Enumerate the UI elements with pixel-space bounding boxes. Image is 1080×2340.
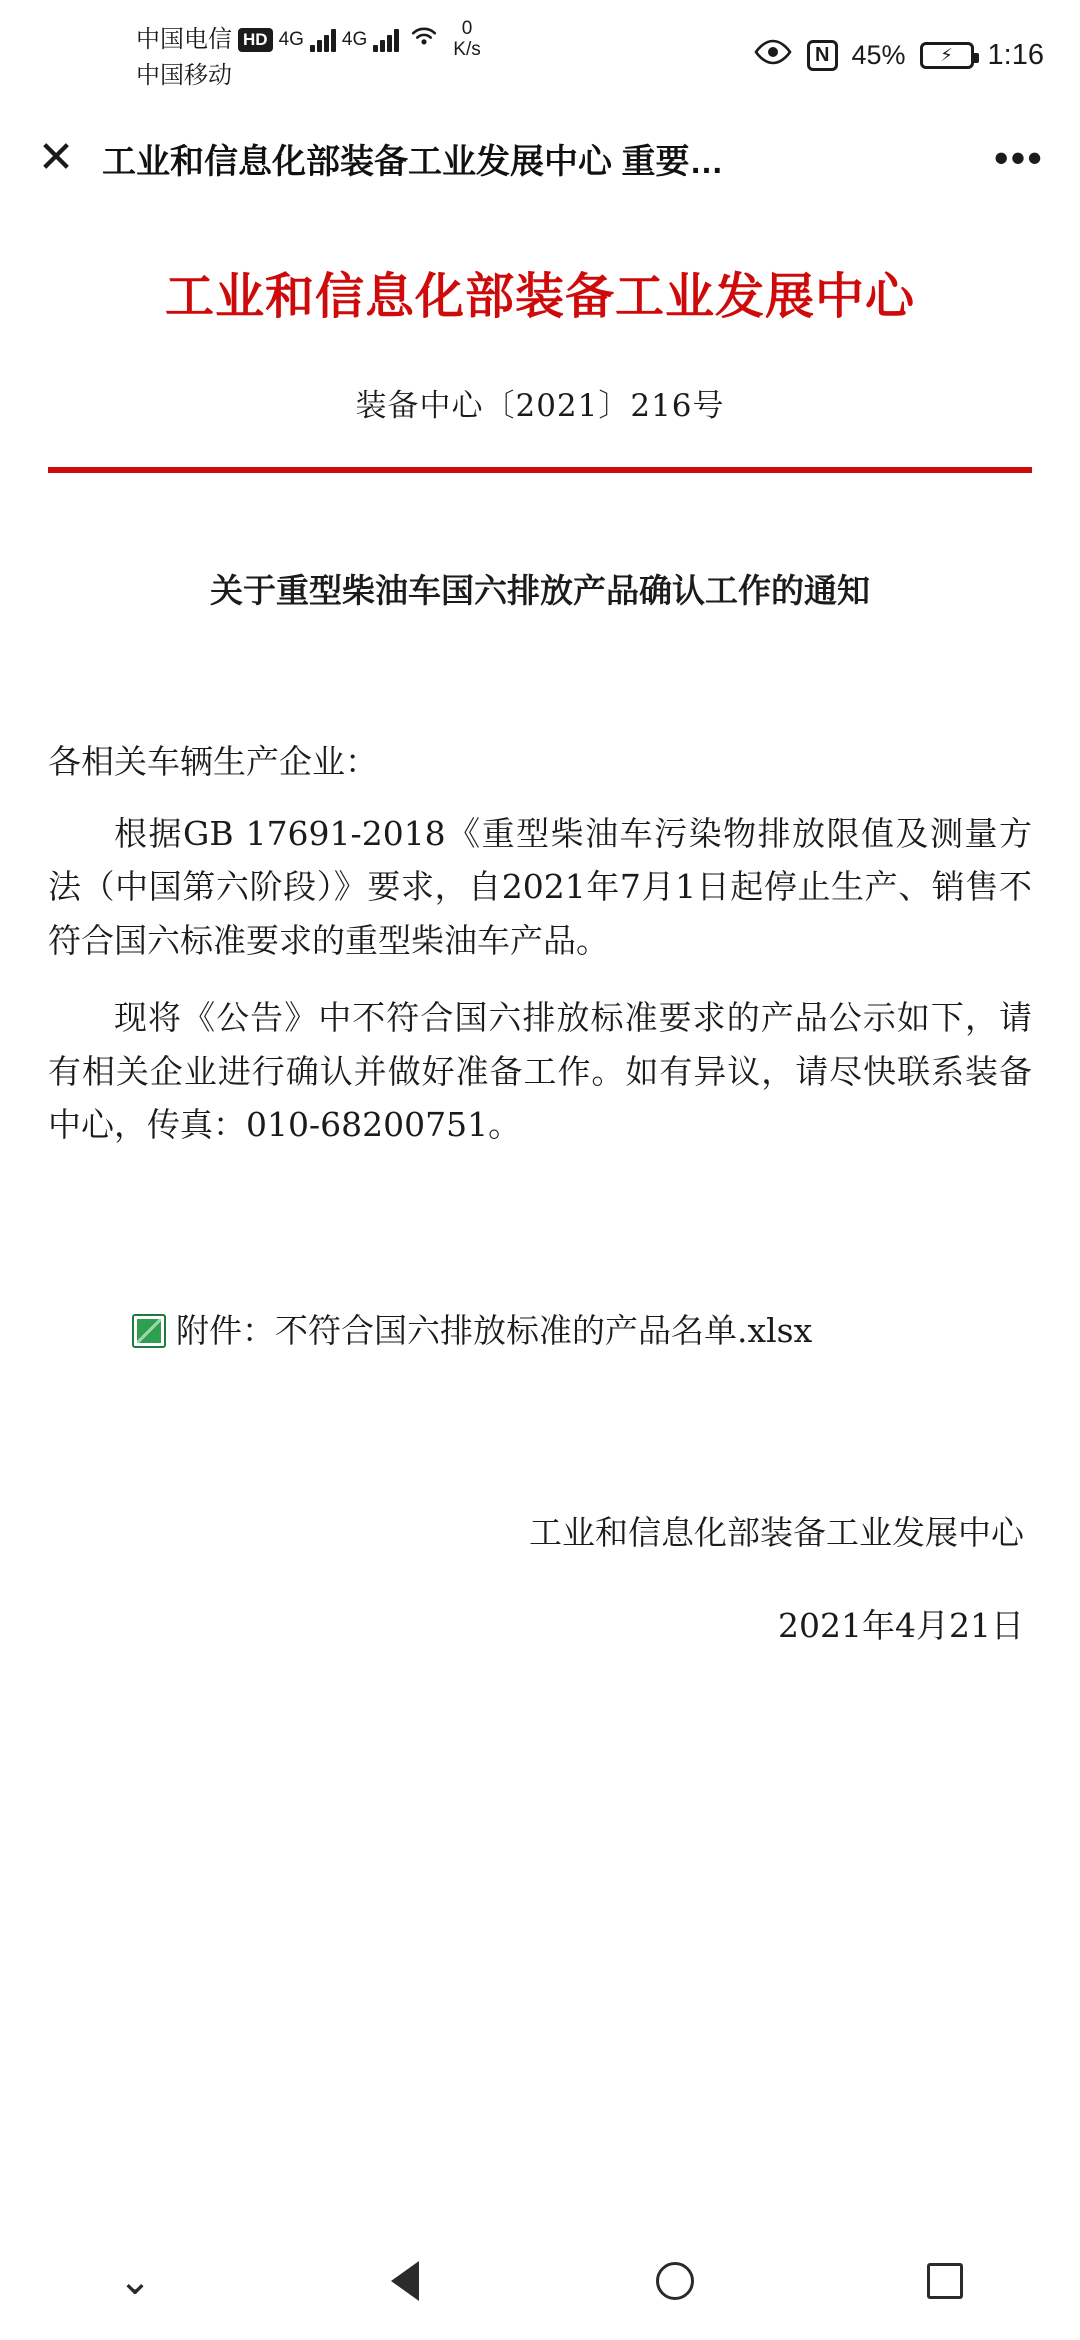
- document-number: 装备中心〔2021〕216号: [355, 388, 725, 424]
- data-rate-unit: K/s: [453, 39, 481, 60]
- page-title: 工业和信息化部装备工业发展中心 重要…: [102, 142, 724, 181]
- attachment-label[interactable]: 附件：不符合国六排放标准的产品名单.xlsx: [176, 1310, 813, 1350]
- battery-icon: [920, 42, 974, 69]
- recents-square-icon[interactable]: [880, 2222, 1010, 2340]
- back-triangle-icon[interactable]: [340, 2222, 470, 2340]
- network-type-primary: 4G: [278, 29, 304, 51]
- document-title: 关于重型柴油车国六排放产品确认工作的通知: [210, 571, 870, 610]
- data-rate-value: 0: [461, 18, 473, 40]
- document-org-header: 工业和信息化部装备工业发展中心: [164, 267, 915, 325]
- clock-label: 1:16: [987, 38, 1044, 71]
- attachment-row[interactable]: [48, 1304, 1032, 1357]
- battery-percent-label: 45%: [851, 39, 906, 70]
- close-icon[interactable]: ✕: [37, 133, 75, 182]
- carrier-info: [136, 19, 481, 91]
- home-circle-icon[interactable]: [610, 2222, 740, 2340]
- document-signature: 工业和信息化部装备工业发展中心: [529, 1513, 1024, 1553]
- eye-comfort-icon: [753, 39, 793, 72]
- network-type-secondary: 4G: [341, 29, 368, 51]
- carrier-primary-label: 中国电信: [136, 26, 232, 53]
- document-salutation: 各相关车辆生产企业：: [48, 742, 378, 781]
- system-navigation-bar: [0, 2222, 1080, 2340]
- app-title-bar: [0, 110, 1080, 206]
- more-options-icon[interactable]: •••: [993, 134, 1044, 182]
- document-sign-date: 2021年4月21日: [778, 1606, 1024, 1646]
- status-bar-right: [753, 39, 1044, 72]
- nfc-icon: N: [807, 40, 837, 71]
- data-rate-indicator: [453, 19, 480, 61]
- charging-bolt-icon: ⚡: [940, 45, 953, 65]
- chevron-down-icon[interactable]: ⌄: [118, 2259, 152, 2303]
- excel-file-icon: [132, 1314, 166, 1348]
- wifi-icon: [409, 24, 439, 56]
- document-paragraph: 根据GB 17691-2018《重型柴油车污染物排放限值及测量方法（中国第六阶段）》要求，自2021年7月1日起停止生产、销售不符合国六标准要求的重型柴油车产品。: [48, 814, 1032, 960]
- hd-badge: HD: [238, 28, 273, 51]
- document-paragraph: 现将《公告》中不符合国六排放标准要求的产品公示如下，请有相关企业进行确认并做好准备工作。如有异议，请尽快联系装备中心，传真：010-68200751。: [48, 998, 1032, 1145]
- status-bar: [0, 0, 1080, 110]
- red-divider: [48, 467, 1032, 473]
- signal-bars-primary-icon: [310, 28, 336, 52]
- document-body: [0, 258, 1080, 1647]
- carrier-secondary-label: 中国移动: [136, 61, 232, 89]
- signal-bars-secondary-icon: [373, 28, 399, 52]
